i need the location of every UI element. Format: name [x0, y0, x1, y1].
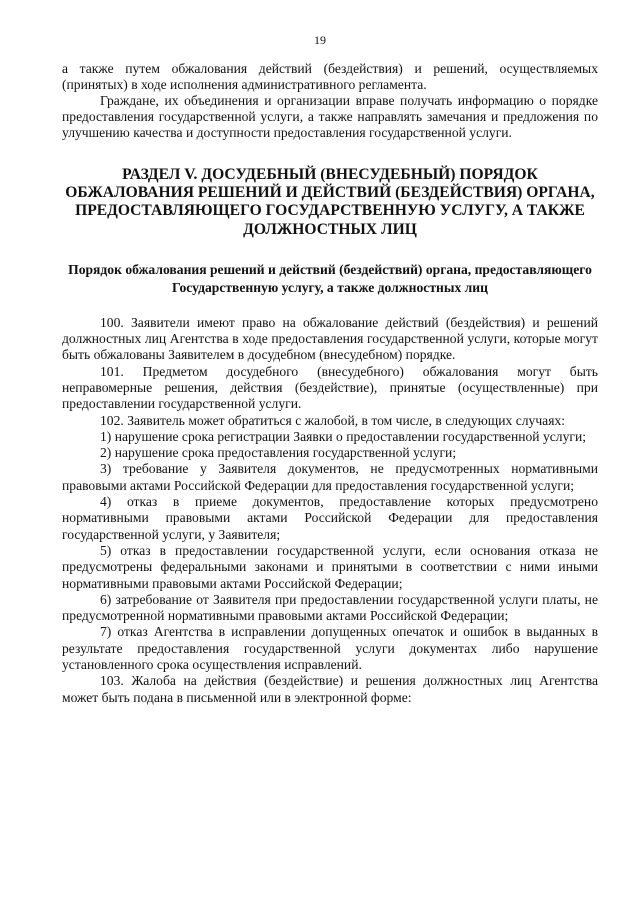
intro-paragraph-1: а также путем обжалования действий (бездействия) и решений, осуществляемых (принятых) в ходе исполнения административного регламента. — [62, 61, 598, 92]
section-title: РАЗДЕЛ V. ДОСУДЕБНЫЙ (ВНЕСУДЕБНЫЙ) ПОРЯДОК ОБЖАЛОВАНИЯ РЕШЕНИЙ И ДЕЙСТВИЙ (БЕЗДЕЙСТВИЯ) ОРГАНА, ПРЕДОСТАВЛЯЮЩЕГО ГОСУДАРСТВЕННУЮ УСЛУГУ, А ТАКЖЕ ДОЛЖНОСТНЫХ ЛИЦ — [65, 166, 595, 238]
list-item-1: 1) нарушение срока регистрации Заявки о предоставлении государственной услуги; — [100, 428, 586, 444]
list-item-5: 5) отказ в предоставлении государственной услуги, если основания отказа не предусмотрены федеральными законами и принятыми в соответствии с ними иными нормативными правовыми актами Российской Федерации; — [62, 542, 598, 591]
list-item-3: 3) требование у Заявителя документов, не предусмотренных нормативными правовыми актами Российской Федерации для предоставления государственной услуги; — [62, 461, 598, 493]
list-item-6: 6) затребование от Заявителя при предоставлении государственной услуги платы, не предусмотренной нормативными правовыми актами Российской Федерации; — [62, 591, 598, 624]
paragraph-101: 101. Предметом досудебного (внесудебного) обжалования могут быть неправомерные решения, действия (бездействие), принятые (осуществленные) при предоставлении государственной услуги. — [62, 363, 598, 412]
list-item-2: 2) нарушение срока предоставления государственной услуги; — [100, 445, 457, 461]
page-content — [62, 61, 598, 706]
list-item-7: 7) отказ Агентства в исправлении допущенных опечаток и ошибок в выданных в результате предоставления государственной услуги документах либо нарушение установленного срока осуществления исправлений. — [62, 624, 598, 673]
paragraph-100: 100. Заявители имеют право на обжалование действий (бездействия) и решений должностных лиц Агентства в ходе предоставления государственной услуги, которые могут быть обжалованы Заявителем в досудебном (внесудебном) порядке. — [62, 314, 598, 363]
page-number: 19 — [314, 33, 326, 47]
subsection-title: Порядок обжалования решений и действий (бездействий) органа, предоставляющего Государственную услугу, а также должностных лиц — [68, 261, 592, 295]
list-item-4: 4) отказ в приеме документов, предоставление которых предусмотрено нормативными правовыми актами Российской Федерации для предоставления государственной услуги, у Заявителя; — [62, 494, 598, 542]
intro-paragraph-2: Граждане, их объединения и организации вправе получать информацию о порядке предоставления государственной услуги, а также направлять замечания и предложения по улучшению качества и доступности предоставления государственной услуги. — [62, 93, 598, 140]
paragraph-103: 103. Жалоба на действия (бездействие) и решения должностных лиц Агентства может быть подана в письменной или в электронной форме: — [62, 673, 598, 705]
paragraph-list — [62, 315, 598, 706]
paragraph-102: 102. Заявитель может обратиться с жалобой, в том числе, в следующих случаях: — [100, 412, 566, 428]
